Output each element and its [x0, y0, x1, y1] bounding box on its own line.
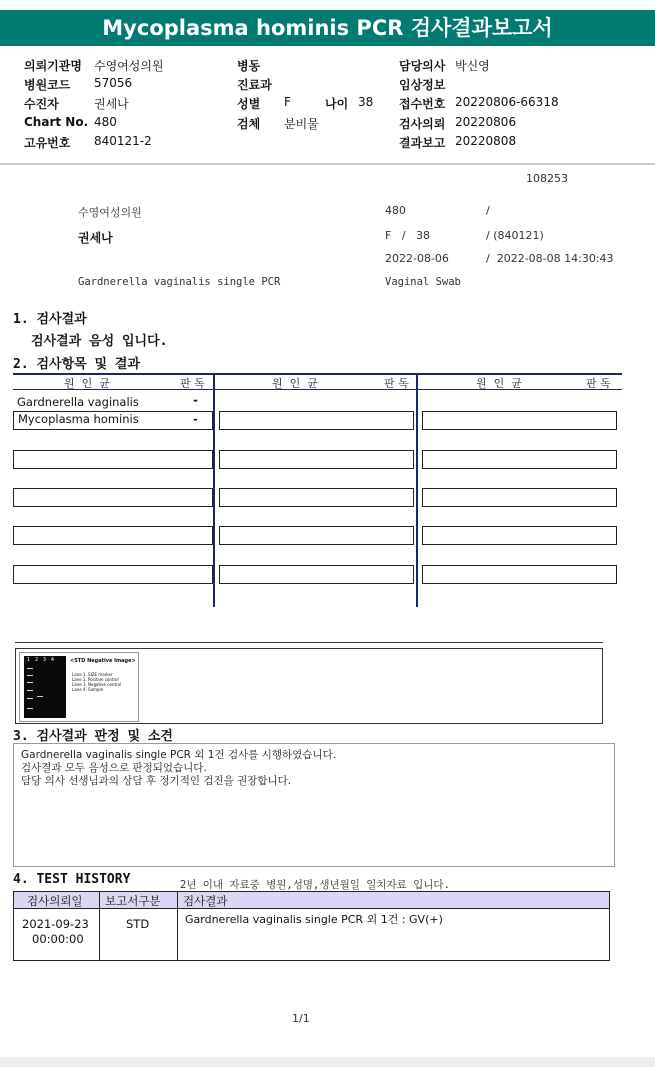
request-label: 검사의뢰 — [399, 117, 446, 131]
col3-judge: 판 독 — [586, 377, 611, 390]
receipt-label: 접수번호 — [399, 97, 446, 111]
empty-cell — [13, 488, 213, 507]
history-header — [13, 891, 610, 909]
empty-cell — [219, 488, 414, 507]
empty-cell — [422, 565, 617, 584]
empty-cell — [219, 450, 414, 469]
age-value: 38 — [358, 95, 374, 109]
info-date1: 2022-08-06 — [385, 252, 449, 265]
info-sex-age: F / 38 — [385, 229, 431, 242]
history-table — [13, 891, 610, 961]
column-divider-1 — [213, 374, 215, 607]
col2-pathogen: 원 인 균 — [272, 377, 318, 390]
header-divider — [0, 163, 655, 165]
empty-cell — [13, 526, 213, 545]
gel-image — [19, 652, 139, 722]
info-specimen: Vaginal Swab — [385, 276, 461, 288]
section1-result: 검사결과 음성 입니다. — [31, 334, 168, 349]
col1-judge: 판 독 — [180, 377, 205, 390]
empty-cell — [13, 565, 213, 584]
result-row — [13, 411, 213, 430]
result-row-judge: - — [193, 393, 198, 407]
history-note: 2년 이내 자료중 병원,성명,생년월일 일치자료 입니다. — [180, 879, 450, 891]
section1-title: 1. 검사결과 — [13, 312, 87, 327]
col1-pathogen: 원 인 균 — [64, 377, 110, 390]
info-chart: 480 — [385, 204, 406, 217]
info-date2: / 2022-08-08 14:30:43 — [486, 252, 614, 265]
sex-label: 성별 — [237, 97, 261, 111]
empty-cell — [219, 526, 414, 545]
gel-legend-item: Lane 2. Positive control — [72, 677, 119, 682]
gel-top-rule — [15, 642, 603, 643]
info-slash: / — [486, 204, 490, 217]
history-type: STD — [126, 917, 150, 931]
report-code: 108253 — [526, 172, 568, 185]
info-birth: / (840121) — [486, 229, 544, 242]
patient-label: 수진자 — [24, 97, 59, 111]
history-result: Gardnerella vaginalis single PCR 외 1건 : GV(+) — [185, 913, 443, 926]
column-divider-2 — [416, 374, 418, 607]
col3-pathogen: 원 인 균 — [476, 377, 522, 390]
report-label: 결과보고 — [399, 136, 446, 150]
doctor-label: 담당의사 — [399, 59, 446, 73]
footer-bar — [0, 1057, 655, 1067]
section2-title: 2. 검사항목 및 결과 — [13, 357, 141, 372]
age-label: 나이 — [325, 97, 349, 111]
history-col-type: 보고서구분 — [105, 894, 161, 908]
empty-cell — [219, 565, 414, 584]
ward-label: 병동 — [237, 59, 261, 73]
info-clinic: 수영여성의원 — [78, 206, 142, 219]
hospital-code-value: 57056 — [94, 76, 133, 90]
unique-label: 고유번호 — [24, 136, 71, 150]
info-test-name: Gardnerella vaginalis single PCR — [78, 276, 281, 288]
history-col-date: 검사의뢰일 — [27, 894, 83, 908]
col2-judge: 판 독 — [384, 377, 409, 390]
clinical-label: 임상정보 — [399, 78, 446, 92]
gel-lane-numbers: 1 2 3 4 — [27, 657, 55, 663]
empty-cell — [13, 450, 213, 469]
doctor-value: 박신영 — [455, 59, 490, 73]
institution-label: 의뢰기관명 — [24, 59, 82, 73]
opinion-line: 담당 의사 선생님과의 상담 후 정기적인 검진을 권장합니다. — [21, 775, 292, 787]
header-block — [0, 55, 655, 155]
request-value: 20220806 — [455, 115, 517, 129]
page-number: 1/1 — [292, 1012, 310, 1025]
history-col-result: 검사결과 — [183, 894, 228, 908]
dept-label: 진료과 — [237, 78, 272, 92]
empty-cell — [422, 526, 617, 545]
empty-cell — [422, 450, 617, 469]
result-row-judge: - — [193, 412, 198, 426]
empty-cell — [219, 411, 414, 430]
gel-lanes-panel — [24, 656, 66, 718]
gel-legend-item: Lane 3. Negative control — [72, 682, 122, 687]
empty-cell — [422, 488, 617, 507]
unique-value: 840121-2 — [94, 134, 152, 148]
info-name: 권세나 — [78, 231, 113, 245]
chart-value: 480 — [94, 115, 117, 129]
receipt-value: 20220806-66318 — [455, 95, 559, 109]
patient-value: 권세나 — [94, 97, 129, 111]
empty-cell — [422, 411, 617, 430]
hospital-code-label: 병원코드 — [24, 78, 71, 92]
history-date: 2021-09-23 — [22, 917, 89, 931]
specimen-value: 분비물 — [284, 117, 319, 131]
sex-value: F — [284, 95, 291, 109]
opinion-line: Gardnerella vaginalis single PCR 외 1건 검사를 시행하였습니다. — [21, 749, 337, 761]
gel-legend-item: Lane 4. Sample — [72, 687, 104, 692]
section4-title: 4. TEST HISTORY — [13, 872, 131, 887]
institution-value: 수영여성의원 — [94, 59, 164, 73]
report-value: 20220808 — [455, 134, 517, 148]
opinion-box — [13, 743, 615, 867]
report-title: Mycoplasma hominis PCR 검사결과보고서 — [0, 10, 655, 46]
gel-heading: <STD Negative Image> — [70, 658, 136, 664]
opinion-line: 검사결과 모두 음성으로 판정되었습니다. — [21, 762, 207, 774]
section3-title: 3. 검사결과 판정 및 소견 — [13, 729, 173, 744]
gel-legend-item: Lane 1. SIZE marker — [72, 672, 113, 677]
result-row-name: Mycoplasma hominis — [18, 412, 139, 426]
result-row-name: Gardnerella vaginalis — [17, 395, 139, 409]
history-time: 00:00:00 — [32, 932, 84, 946]
chart-label: Chart No. — [24, 115, 89, 129]
specimen-label: 검체 — [237, 117, 261, 131]
